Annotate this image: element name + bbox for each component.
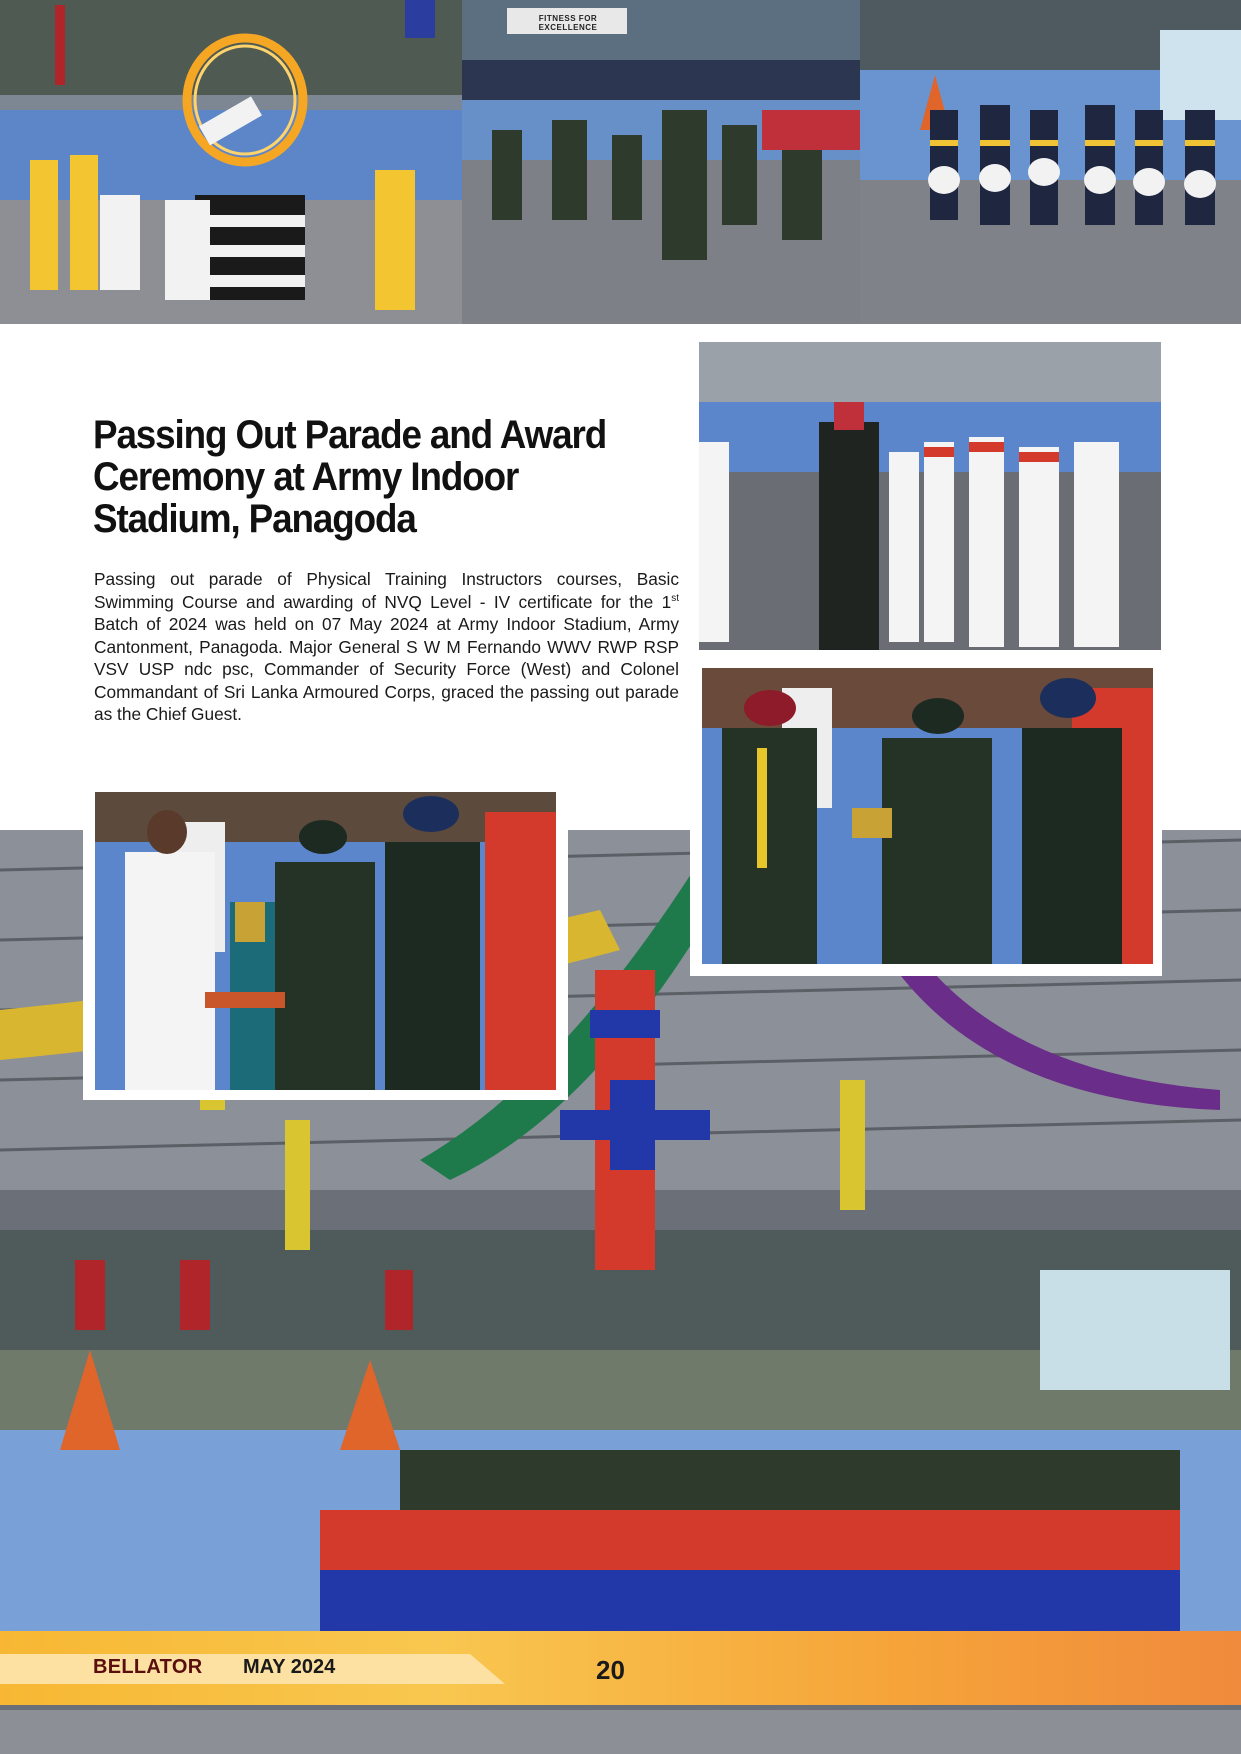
photo-trophy-award xyxy=(690,658,1162,976)
ordinal-suffix: st xyxy=(671,592,679,604)
top-photo-strip xyxy=(0,0,1241,324)
article-body xyxy=(94,568,679,726)
page-number: 20 xyxy=(596,1655,625,1685)
article-body-part2: Batch of 2024 was held on 07 May 2024 at Army Indoor Stadium, Army Cantonment, Panagoda. Major General S W M Fernando WWV RWP RSP VSV USP ndc psc, Commander of Security Force (West) and Colonel Commandant of Sri Lanka Armoured Corps, graced the passing out parade as the Chief Guest. xyxy=(94,614,679,724)
photo-fire-ring-jump xyxy=(0,0,462,324)
photo-certificate-handshake xyxy=(699,342,1161,650)
photo-award-presentation xyxy=(83,782,568,1100)
publication-name: BELLATOR xyxy=(93,1656,203,1678)
photo-combat-display xyxy=(462,0,860,324)
article-title: Passing Out Parade and Award Ceremony at Army Indoor Stadium, Panagoda xyxy=(93,413,607,541)
issue-date: MAY 2024 xyxy=(243,1656,336,1678)
article-body-part1: Passing out parade of Physical Training Instructors courses, Basic Swimming Course and awarding of NVQ Level - IV certificate for the 1 xyxy=(94,569,679,612)
photo-marching-band xyxy=(860,0,1241,324)
banner-text: FITNESS FOR EXCELLENCE xyxy=(538,14,598,32)
